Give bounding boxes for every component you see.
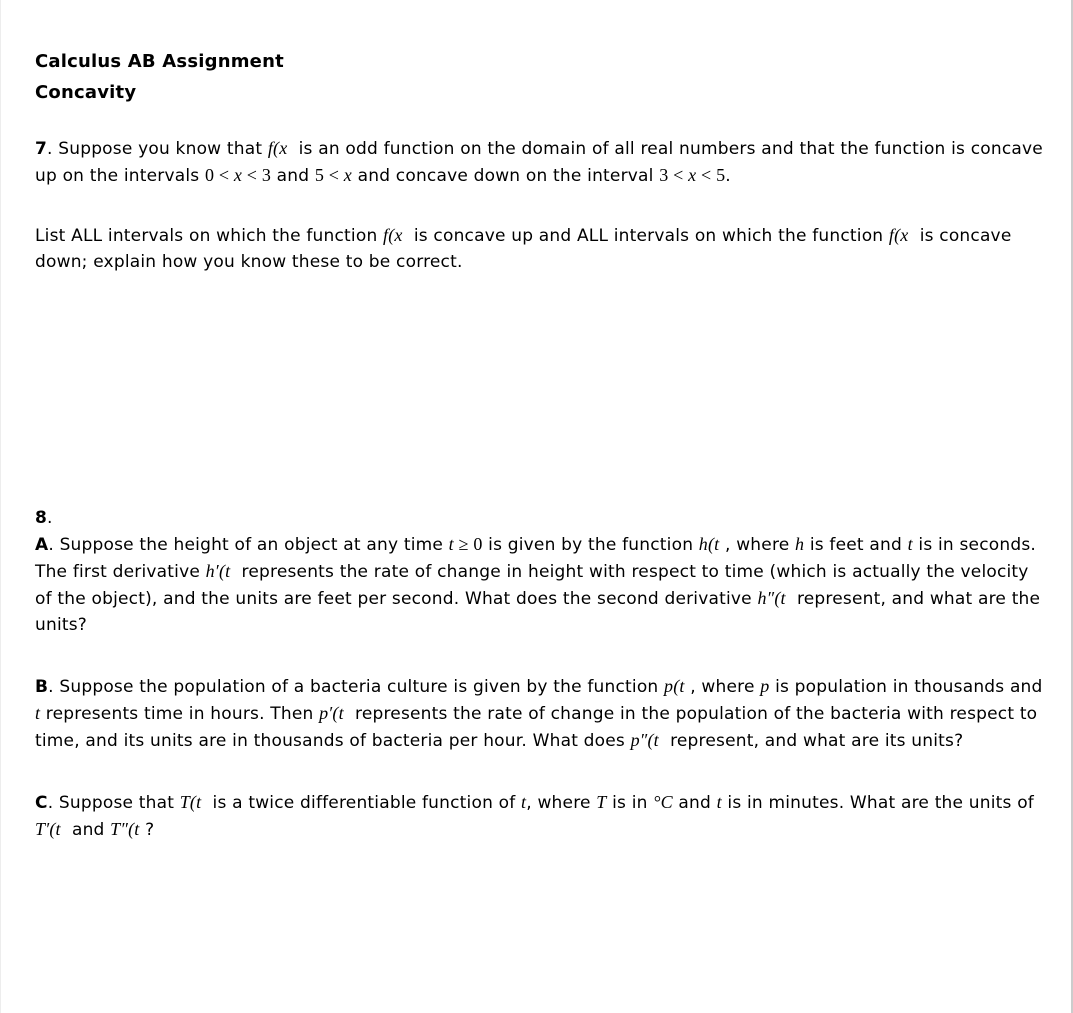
text-segment: p′(t (319, 703, 344, 723)
text-segment: f(x (267, 138, 288, 158)
text-segment: ≥ 0 (453, 534, 483, 554)
text-segment: , where (684, 677, 761, 697)
text-segment: . (725, 166, 731, 186)
text-segment: represents the rate of change in the population of the bacteria with respect to time, and its units are in thousands of bacteria per hour. What does (35, 704, 1043, 751)
text-segment: 7 (35, 139, 48, 159)
text-segment: t (716, 792, 722, 812)
problem-8a (35, 531, 1047, 638)
text-segment: < 3 (242, 165, 272, 185)
text-segment: List ALL intervals on which the function (35, 226, 384, 246)
text-segment: f(x (888, 225, 909, 245)
title-line-topic: Concavity (35, 82, 137, 103)
text-segment: represent, and what are the units? (35, 589, 1046, 635)
text-segment: and (672, 793, 717, 813)
text-segment: is an odd function on the domain of all real numbers and that the function is concave up on the intervals (35, 139, 1049, 186)
text-segment: 5 < (314, 165, 344, 185)
text-segment: ? (139, 820, 155, 840)
title-line-course: Calculus AB Assignment (35, 51, 284, 72)
text-segment: and (60, 820, 111, 840)
text-segment: p(t (664, 676, 685, 696)
text-segment: h (795, 534, 805, 554)
text-segment: , where (719, 535, 796, 555)
text-segment: . (47, 508, 53, 528)
text-segment: h″(t (757, 588, 786, 608)
text-segment: is a twice differentiable function of (201, 793, 522, 813)
assignment-title (35, 46, 1047, 108)
document-content (1, 0, 1071, 843)
text-segment: . Suppose that (47, 793, 180, 813)
text-segment: t (448, 534, 454, 554)
text-segment: and (271, 166, 315, 186)
text-segment: 0 < (204, 165, 234, 185)
text-segment: is given by the function (482, 535, 699, 555)
text-segment: T (596, 792, 607, 812)
text-segment: represents the rate of change in height with respect to time (which is actually the velocity of the object), and the units are feet per second. What does the second derivative (35, 562, 1035, 609)
text-segment: 3 < (659, 165, 689, 185)
text-segment: is concave down; explain how you know these to be correct. (35, 226, 1018, 272)
text-segment: represent, and what are its units? (658, 731, 964, 751)
text-segment: is in (606, 793, 654, 813)
text-segment: C (35, 793, 48, 813)
text-segment: T″(t (110, 819, 140, 839)
text-segment: . Suppose the height of an object at any time (48, 535, 449, 555)
problem-7-statement (35, 135, 1047, 189)
text-segment: represents time in hours. Then (40, 704, 320, 724)
text-segment: x (688, 165, 697, 185)
text-segment: is population in thousands and (769, 677, 1049, 697)
text-segment: 8 (35, 508, 48, 528)
problem-7-task (35, 222, 1047, 275)
text-segment: is feet and (804, 535, 908, 555)
problem-8b (35, 673, 1047, 754)
text-segment: t (907, 534, 913, 554)
text-segment: p″(t (630, 730, 659, 750)
text-segment: is concave up and ALL intervals on which the function (402, 226, 889, 246)
text-segment: T′(t (35, 819, 61, 839)
text-segment: t (35, 703, 41, 723)
text-segment: is in seconds. The first derivative (35, 535, 1042, 582)
text-segment: p (760, 676, 770, 696)
problem-8c (35, 789, 1047, 843)
text-segment: , where (526, 793, 597, 813)
text-segment: T(t (179, 792, 202, 812)
text-segment: t (521, 792, 527, 812)
text-segment: A (35, 535, 49, 555)
text-segment: < 5 (696, 165, 726, 185)
problem-8-number (35, 505, 1047, 531)
text-segment: is in minutes. What are the units of (721, 793, 1040, 813)
text-segment: and concave down on the interval (352, 166, 660, 186)
text-segment: . Suppose the population of a bacteria culture is given by the function (48, 677, 665, 697)
text-segment: h′(t (205, 561, 231, 581)
text-segment: °C (653, 792, 673, 812)
text-segment: x (343, 165, 352, 185)
text-segment: B (35, 677, 49, 697)
text-segment: f(x (383, 225, 403, 245)
text-segment: h(t (698, 534, 720, 554)
text-segment: . Suppose you know that (47, 139, 268, 159)
text-segment: x (233, 165, 243, 185)
